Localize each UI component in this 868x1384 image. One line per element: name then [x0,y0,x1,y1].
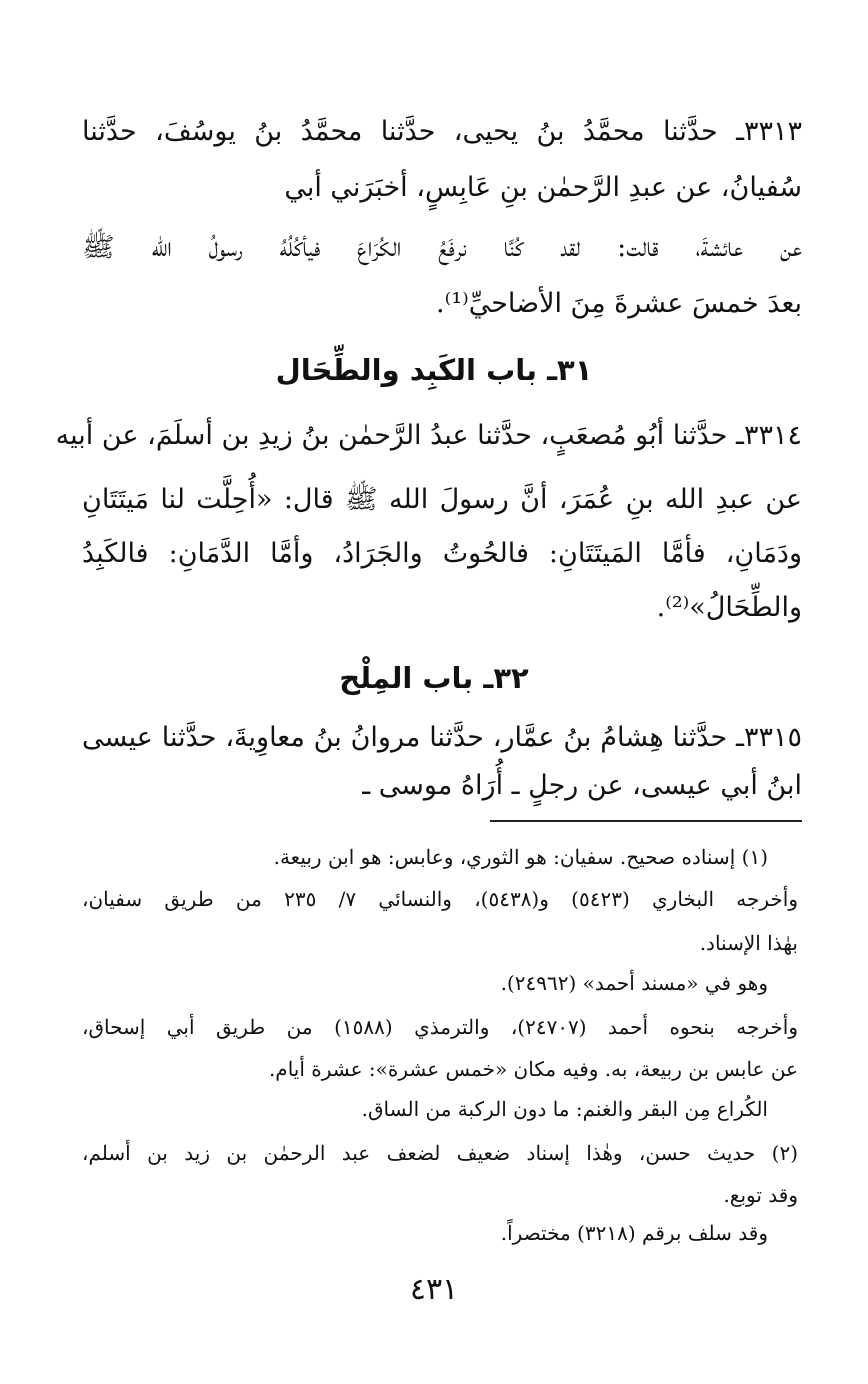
footnote-2-line-1: (٢) حديث حسن، وهٰذا إسناد ضعيف لضعف عبد الرحمٰن بن زيد بن أسلم، [82,1141,798,1165]
footnote-1-line-2: وأخرجه البخاري (٥٤٢٣) و(٥٤٣٨)، والنسائي ٧/ ٢٣٥ من طريق سفيان، [82,887,798,911]
page-number: ٤٣١ [409,1272,459,1307]
footnote-1-line-3: بهٰذا الإسناد. [699,931,798,955]
footnote-1-line-4: وهو في «مسند أحمد» (٢٤٩٦٢). [500,971,768,995]
footnote-1-line-7: الكُراع مِن البقر والغنم: ما دون الركبة من الساق. [361,1097,768,1121]
hadith-3313-line-2: سُفيانُ، عن عبدِ الرَّحمٰن بنِ عَابِسٍ، أخبَرَني أبي [284,172,802,203]
hadith-3314-line-1: ٣٣١٤ـ حدَّثنا أبُو مُصعَبٍ، حدَّثنا عبدُ الرَّحمٰن بنُ زيدِ بن أسلَمَ، عن أبيه [55,420,802,451]
hadith-3313-line-1: ٣٣١٣ـ حدَّثنا محمَّدُ بنُ يحيى، حدَّثنا محمَّدُ بنُ يوسُفَ، حدَّثنا [82,116,802,147]
hadith-3315-line-1: ٣٣١٥ـ حدَّثنا هِشامُ بنُ عمَّار، حدَّثنا مروانُ بنُ معاوِيةَ، حدَّثنا عيسى [82,722,802,753]
footnote-1-line-6: عن عابس بن ربيعة، به. وفيه مكان «خمس عشرة»: عشرة أيام. [268,1057,798,1081]
footnote-2-line-3: وقد سلف برقم (٣٢١٨) مختصراً. [500,1221,768,1245]
footnote-1-line-5: وأخرجه بنحوه أحمد (٢٤٧٠٧)، والترمذي (١٥٨٨) من طريق أبي إسحاق، [82,1015,798,1039]
hadith-3313-line-3: عن عائشةَ، قالت: لقد كُنَّا نرفَعُ الكُرَاعَ فيأكُلُهُ رسولُ الله ﷺ [82,232,802,263]
chapter-32-heading: ٣٢ـ باب المِلْح [339,661,529,695]
hadith-3314-line-2: عن عبدِ الله بنِ عُمَرَ، أنَّ رسولَ الله ﷺ قال: «أُحِلَّت لنا مَيتَتَانِ [82,484,802,515]
hadith-3313-line-4: بعدَ خمسَ عشرةَ مِنَ الأضاحيِّ⁽¹⁾. [436,288,802,319]
hadith-3314-line-3: ودَمَانِ، فأمَّا المَيتَتَانِ: فالحُوتُ والجَرَادُ، وأمَّا الدَّمَانِ: فالكَبِدُ [82,538,802,569]
footnote-2-line-2: وقد توبع. [723,1183,798,1207]
hadith-3315-line-2: ابنُ أبي عيسى، عن رجلٍ ـ أُرَاهُ موسى ـ [362,770,802,801]
footnote-separator [490,820,802,822]
hadith-3314-line-4: والطِّحَالُ»⁽²⁾. [656,592,802,623]
footnote-1-line-1: (١) إسناده صحيح. سفيان: هو الثوري، وعابس: هو ابن ربيعة. [273,845,768,869]
chapter-31-heading: ٣١ـ باب الكَبِد والطِّحَال [275,353,593,387]
